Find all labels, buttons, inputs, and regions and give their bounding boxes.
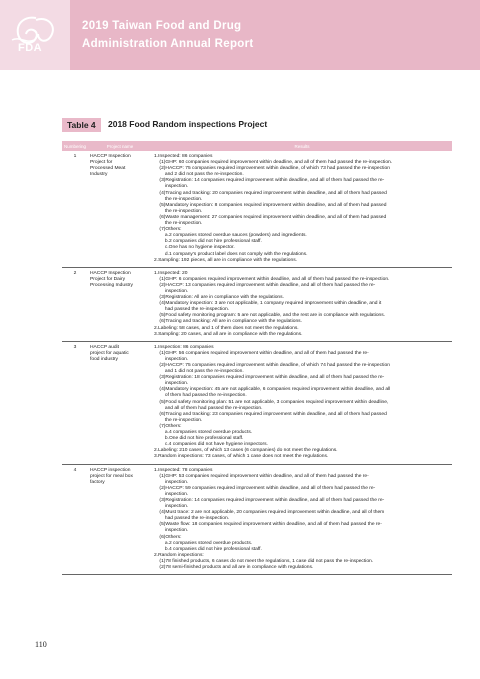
column-header: Project name <box>88 141 152 151</box>
result-line: (5)Food safety monitoring plan: 51 are not applicable, 3 companies required improvement within deadline, <box>154 399 389 405</box>
result-line: (3)Registration: 14 companies required improvement within deadline, and all of them had passed the re- <box>154 178 385 184</box>
result-line: 1.Inspected: 20 <box>154 270 188 276</box>
table-label: Table 4 <box>62 118 101 132</box>
result-line: inspection. <box>154 504 189 510</box>
result-line: had passed the re-inspection. <box>154 516 230 522</box>
result-line: inspection. <box>154 491 189 497</box>
results-cell <box>152 267 452 341</box>
project-name-line: project for meal box <box>90 473 133 479</box>
results-cell <box>152 341 452 464</box>
results-cell <box>152 151 452 267</box>
project-name-line: Project for Dairy <box>90 276 126 282</box>
project-name-cell <box>88 267 152 341</box>
result-line: the re-inspection. <box>154 196 203 202</box>
project-name-line: Processing Industry <box>90 282 133 288</box>
result-line: (6)Others: <box>154 534 182 540</box>
project-name-line: HACCP Inspection <box>90 154 131 159</box>
result-line: had passed the re-inspection. <box>154 307 230 313</box>
project-name-line: project for aquatic <box>90 350 129 356</box>
result-line: 3.Random inspections: 73 cases, of which 1 case does not meet the regulations. <box>154 454 329 460</box>
result-line: (7)Others: <box>154 227 182 233</box>
project-name-line: HACCP inspection <box>90 467 131 473</box>
result-line: (3)Registration: 14 companies required improvement within deadline, and all of them had passed the re- <box>154 497 385 503</box>
result-line: d.1 company's product label does not comply with the regulations. <box>154 251 308 257</box>
result-line: 2.Sampling: 192 pieces, all are in compliance with the regulations. <box>154 257 297 263</box>
result-line: b.4 companies did not hire professional staff. <box>154 546 262 552</box>
result-line: inspection. <box>154 528 189 534</box>
result-line: (5)Food safety monitoring program: 5 are not applicable, and the rest are in compliance with regulations. <box>154 313 386 319</box>
logo-text: FDA <box>18 42 43 54</box>
result-line: (4)Mandatory inspection: 3 are not applicable, 1 company required improvement within deadline, and it <box>154 301 382 307</box>
result-line: (2)78 semi-finished products and all are in compliance with regulations. <box>154 565 314 570</box>
project-name-line: HACCP Inspection <box>90 270 131 276</box>
row-number: 2 <box>62 267 88 341</box>
project-name-cell <box>88 151 152 267</box>
result-line: (2)HACCP: 13 companies required improvement within deadline, and all of them had passed the re- <box>154 282 376 288</box>
report-title-line2: Administration Annual Report <box>82 38 254 50</box>
result-line: (4)Mandatory inspection: 45 are not applicable, 6 companies required improvement within deadline, and all <box>154 387 391 393</box>
table-row <box>62 267 452 341</box>
result-line: a.4 companies stored overdue products. <box>154 430 253 436</box>
result-line: c.One has no hygiene inspector. <box>154 245 235 251</box>
result-line: c.4 companies did not have hygiene inspectors. <box>154 442 268 448</box>
result-line: (1)GHP: 56 companies required improvement within deadline, and all of them had passed the re- <box>154 350 369 356</box>
project-name-cell <box>88 464 152 575</box>
table-row <box>62 341 452 464</box>
result-line: (7)Others: <box>154 423 182 429</box>
result-line: and 1 did not pass the re-inspection. <box>154 369 244 375</box>
column-header: Results <box>152 141 452 151</box>
project-name-line: factory <box>90 479 105 485</box>
result-line: (1)78 finished products, 6 cases do not meet the regulations, 1 case did not pass the re-inspection. <box>154 558 374 564</box>
table-header-row <box>62 141 452 151</box>
result-line: inspection. <box>154 381 189 387</box>
result-line: (3)Registration: 18 companies required improvement within deadline, and all of them had passed the re- <box>154 375 385 381</box>
result-line: the re-inspection. <box>154 417 203 423</box>
result-line: (5)Waste flow: 18 companies required improvement within deadline, and all of them had passed the re- <box>154 522 382 528</box>
result-line: 2.Random inspections: <box>154 552 204 558</box>
project-name-line: Industry <box>90 172 108 178</box>
project-name-line: Project for <box>90 160 113 166</box>
result-line: (4)Tracing and tracking: 20 companies required improvement within deadline, and all of them had passed <box>154 190 387 196</box>
result-line: a.2 companies stored overdue products. <box>154 540 253 546</box>
row-number: 3 <box>62 341 88 464</box>
result-line: of them had passed the re-inspection. <box>154 393 247 399</box>
result-line: (2)HACCP: 75 companies required improvement within deadline, of which 73 had passed the re-inspection <box>154 166 390 172</box>
result-line: 2.Labeling: 58 cases, and 1 of them does not meet the regulations. <box>154 325 299 331</box>
result-line: b.2 companies did not hire professional staff. <box>154 239 262 245</box>
result-line: 1.Inspection: 86 companies <box>154 344 214 350</box>
result-line: 1.Inspected: 86 companies <box>154 154 213 159</box>
inspection-table <box>62 141 452 575</box>
result-line: (6)Waste management: 27 companies required improvement within deadline, and all of them had passed <box>154 214 387 220</box>
table-row <box>62 464 452 575</box>
result-line: (1)GHP: 53 companies required improvement within deadline, and all of them had passed the re- <box>154 473 369 479</box>
table-title: 2018 Food Random inspections Project <box>108 119 268 129</box>
result-line: (2)HACCP: 59 companies required improvement within deadline, and all of them had passed the re- <box>154 485 376 491</box>
page-number: 110 <box>35 640 47 649</box>
result-line: 3.Sampling: 20 cases, and all are in compliance with the regulations. <box>154 331 303 337</box>
result-line: a.2 companies stored overdue sauces (powders) and ingredients. <box>154 233 307 239</box>
table-row <box>62 151 452 267</box>
result-line: (4)Must trace: 2 are not applicable, 20 companies required improvement within deadline, and all of them <box>154 510 385 516</box>
result-line: (5)Mandatory inspection: 8 companies required improvement within deadline, and all of them had passed <box>154 202 387 208</box>
result-line: (1)GHP: 60 companies required improvement within deadline, and all of them had passed the re-inspection. <box>154 160 393 166</box>
result-line: 2.Labeling: 210 cases, of which 13 cases (6 companies) do not meet the regulations. <box>154 448 338 454</box>
result-line: 1.Inspected: 78 companies <box>154 467 213 473</box>
result-line: b.One did not hire professional staff. <box>154 436 244 442</box>
row-number: 1 <box>62 151 88 267</box>
result-line: and all of them had passed the re-inspection. <box>154 405 263 411</box>
result-line: (6)Tracing and tracking: All are in compliance with the regulations. <box>154 319 302 325</box>
result-line: (1)GHP: 6 companies required improvement within deadline, and all of them had passed the re-inspection. <box>154 276 390 282</box>
result-line: and 2 did not pass the re-inspection. <box>154 172 244 178</box>
result-line: inspection. <box>154 356 189 362</box>
project-name-line: food industry <box>90 356 119 362</box>
result-line: inspection. <box>154 184 189 190</box>
result-line: the re-inspection. <box>154 208 203 214</box>
row-number: 4 <box>62 464 88 575</box>
results-cell <box>152 464 452 575</box>
result-line: (3)Registration: All are in compliance with the regulations. <box>154 295 284 301</box>
column-header: Numbering <box>62 141 88 151</box>
project-name-line: HACCP audit <box>90 344 119 350</box>
report-title-line1: 2019 Taiwan Food and Drug <box>82 20 242 32</box>
result-line: inspection. <box>154 479 189 485</box>
result-line: (6)Tracing and tracking: 23 companies required improvement within deadline, and all of them had passed <box>154 411 387 417</box>
result-line: the re-inspection. <box>154 221 203 227</box>
result-line: inspection. <box>154 288 189 294</box>
header-band <box>0 0 480 70</box>
project-name-line: Processed Meat <box>90 166 126 172</box>
project-name-cell <box>88 341 152 464</box>
result-line: (2)HACCP: 75 companies required improvement within deadline, of which 74 had passed the re-inspection <box>154 363 390 368</box>
